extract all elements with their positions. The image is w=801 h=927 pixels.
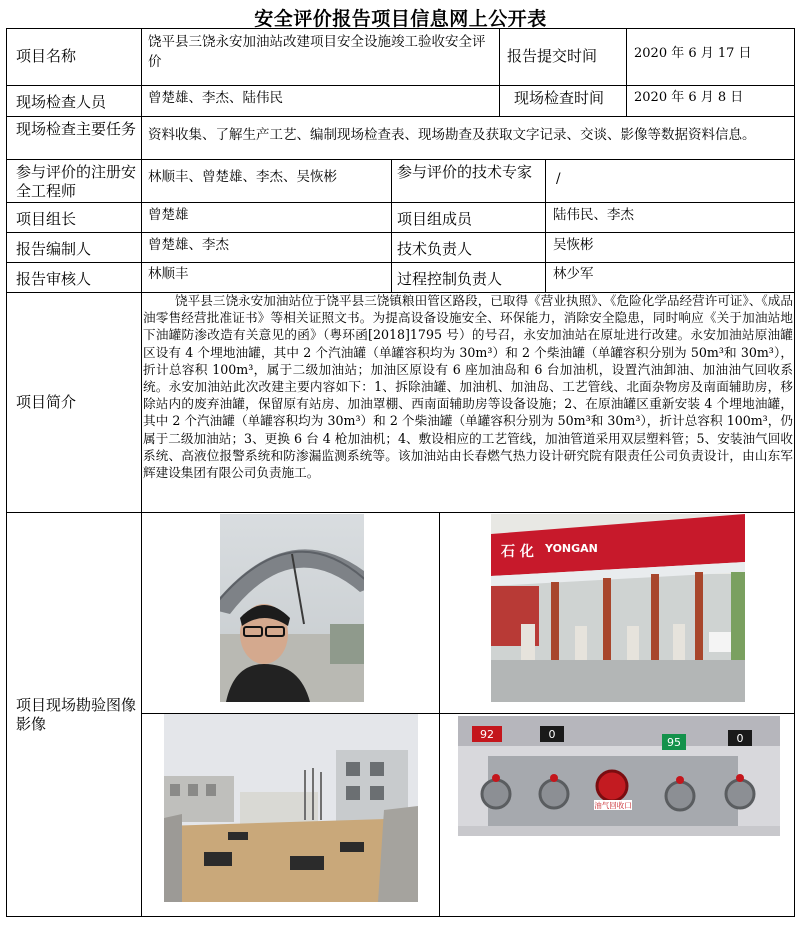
canopy-brand-en: YONGAN (545, 542, 598, 555)
cap-95-label: 95 (667, 736, 681, 749)
label-tech-lead: 技术负责人 (397, 240, 473, 258)
label-leader: 项目组长 (16, 210, 77, 228)
value-reviewer: 林顺丰 (148, 266, 189, 282)
value-members: 陆伟民、李杰 (553, 207, 634, 223)
label-photos: 项目现场勘验图像影像 (16, 696, 137, 733)
value-engineers: 林顺丰、曾楚雄、李杰、吴恢彬 (148, 169, 337, 185)
label-inspect-time: 现场检查时间 (514, 89, 605, 107)
value-intro: 饶平县三饶永安加油站位于饶平县三饶镇粮田管区路段，已取得《营业执照》、《危险化学品经营许可证》、《成品油零售经营批准证书》等相关证照文书。为提高设备设施安全、环保能力，消除安全隐患，同时响应《关于加油站地下油罐防渗改造有关意见的函》（粤环函[2018]1795 号）的号召，永安加油站在原址进行改建。永安加油站原油罐区设有 4 个埋地油罐，其中 2 个汽油罐（单罐容积均为 30m³）和 2 个柴油罐（单罐容积分别为 50m³和 30m³），折计总容积 100m³，属于二级加油站；加油区原设有 6 座加油岛和 6 台加油机，设置汽油卸油、加油油气回收系统。永安加油站此次改建主要内容如下：1、拆除油罐、加油机、加油岛、工艺管线、北面杂物房及南面辅助房，移除站内的废弃油罐，保留原有站房、加油罩棚、西南面辅助房等设备设施；2、在原油罐区重新安装 4 个埋地油罐，其中 2 个汽油罐（单罐容积均为 30m³）和 2 个柴油罐（单罐容积分别为 50m³和 30m³），折计总容积 100m³，仍属于二级加油站；3、更换 6 台 4 枪加油机；4、敷设相应的工艺管线，加油管道采用双层塑料管；5、安装油气回收系统、高液位报警系统和防渗漏监测系统等。该加油站由长春燃气热力设计研究院有限责任公司负责设计，由山东军辉建设集团有限公司负责施工。 (143, 293, 793, 481)
photo-fill-well (458, 716, 780, 836)
photo-inspector-umbrella (220, 514, 364, 702)
photo-tank-construction (164, 714, 418, 902)
value-compilers: 曾楚雄、李杰 (148, 237, 229, 253)
value-inspect-time: 2020 年 6 月 8 日 (634, 90, 744, 105)
label-members: 项目组成员 (397, 210, 473, 228)
value-tech-experts: / (556, 171, 561, 187)
label-intro: 项目简介 (16, 393, 77, 411)
value-inspectors: 曾楚雄、李杰、陆伟民 (148, 90, 283, 106)
label-reviewer: 报告审核人 (16, 270, 92, 288)
page-title: 安全评价报告项目信息网上公开表 (254, 8, 547, 30)
photo-station-canopy (491, 514, 745, 702)
label-project-name: 项目名称 (16, 47, 77, 65)
well-label: 油气回收口 (594, 801, 632, 810)
value-project-name: 饶平县三饶永安加油站改建项目安全设施竣工验收安全评价 (148, 34, 486, 70)
cap-0a-label: 0 (548, 728, 556, 741)
label-submit-time: 报告提交时间 (507, 47, 598, 65)
label-main-tasks: 现场检查主要任务 (16, 120, 137, 138)
canopy-brand-cn: 石 化 (501, 544, 534, 560)
value-process-lead: 林少军 (553, 266, 594, 282)
value-leader: 曾楚雄 (148, 207, 189, 223)
value-tech-lead: 吴恢彬 (553, 237, 594, 253)
label-process-lead: 过程控制负责人 (397, 270, 503, 288)
label-inspectors: 现场检查人员 (16, 93, 107, 111)
label-engineers: 参与评价的注册安全工程师 (16, 163, 137, 200)
value-main-tasks: 资料收集、了解生产工艺、编制现场检查表、现场勘查及获取文字记录、交谈、影像等数据资料信息。 (148, 127, 756, 143)
label-tech-experts: 参与评价的技术专家 (397, 163, 533, 181)
label-compilers: 报告编制人 (16, 240, 92, 258)
cap-92-label: 92 (480, 728, 494, 741)
cap-0b-label: 0 (736, 732, 744, 745)
value-submit-time: 2020 年 6 月 17 日 (634, 46, 752, 61)
